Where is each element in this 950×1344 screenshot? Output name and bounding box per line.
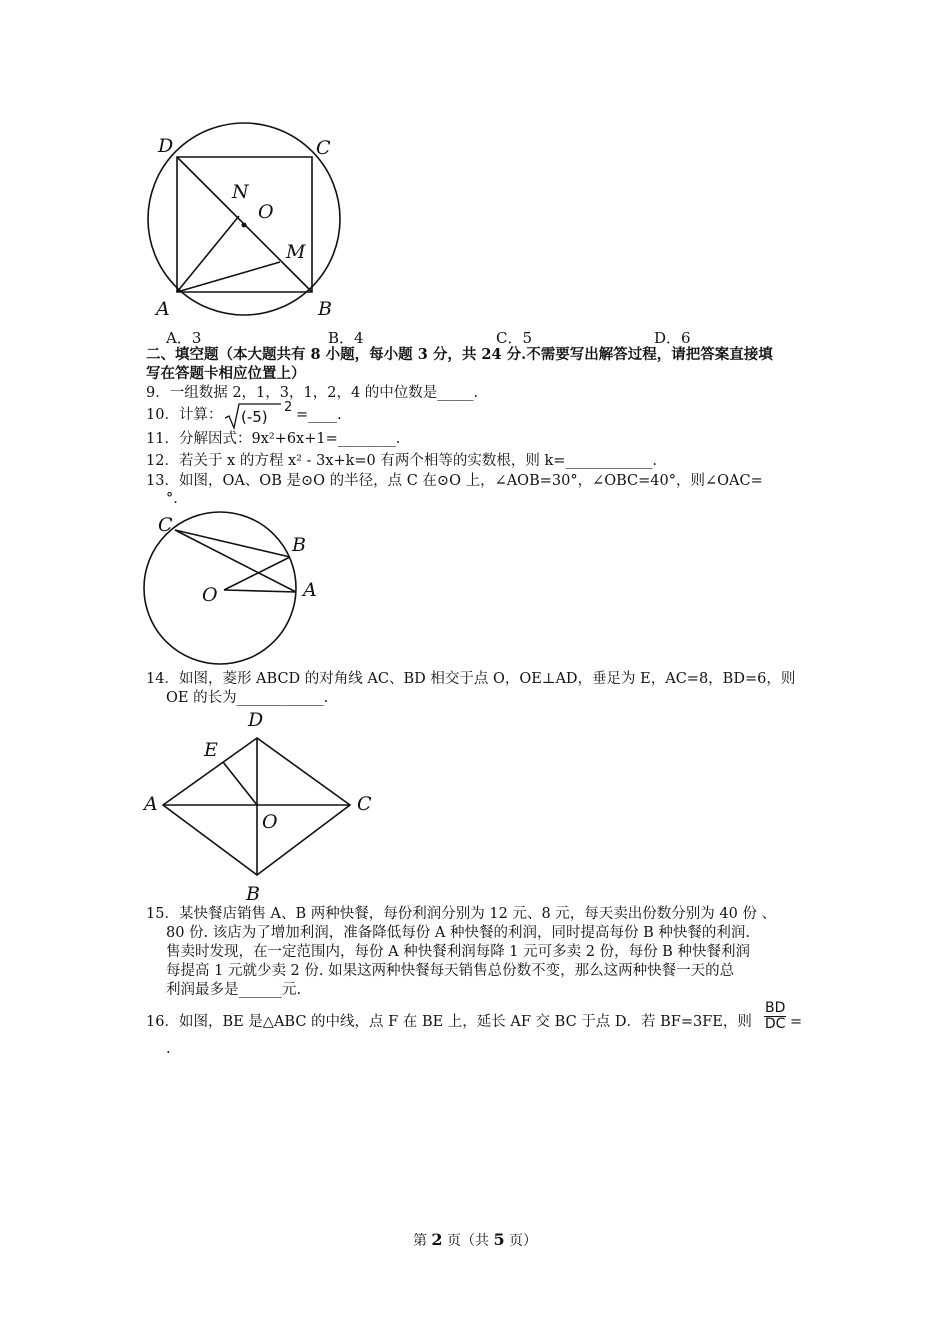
label-d: D [158,135,174,157]
center-dot [242,223,247,228]
question-14-line1: 14．如图，菱形 ABCD 的对角线 AC、BD 相交于点 O，OE⊥AD，垂足为 E，AC=8，BD=6，则 [146,671,796,687]
fraction-denominator: DC [764,1016,786,1032]
question-15-line1: 15．某快餐店销售 A、B 两种快餐，每份利润分别为 12 元、8 元，每天卖出份数分别为 40 份 、 [146,906,777,922]
question-10-prefix: 10．计算： [146,407,223,423]
label-m: M [286,241,306,263]
sqrt-exponent: 2 [284,400,293,415]
figure-circle-oab [140,505,340,670]
segment-oa [224,590,296,592]
page-footer [0,1230,950,1250]
question-12: 12．若关于 x 的方程 x² - 3x+k=0 有两个相等的实数根，则 k=____________. [146,453,658,469]
label-c: C [158,514,173,536]
question-14-line2: OE 的长为____________. [166,690,329,706]
section-heading-line1: 二、填空题（本大题共有 8 小题，每小题 3 分，共 24 分.不需要写出解答过程，请把答案直接填 [146,346,773,363]
choice-a: A．3 [166,329,202,347]
sqrt-radicand: (-5) [241,408,268,426]
label-a: A [156,298,170,320]
question-16-equals: = [790,1014,803,1030]
segment-oe [223,762,257,805]
label-a: A [303,579,317,601]
choice-c: C．5 [496,329,533,347]
label-n: N [232,181,249,203]
segment-an [177,216,239,292]
question-13-line2: °. [166,491,178,507]
fraction-bd-dc [764,1001,786,1032]
figure-rhombus [138,706,378,906]
choice-d: D．6 [654,329,691,347]
label-b: B [246,883,260,905]
label-a: A [144,793,158,815]
section-heading-line2: 写在答题卡相应位置上） [146,365,306,382]
label-o: O [262,811,278,833]
footer-page-number: 2 [431,1230,443,1249]
question-11: 11．分解因式：9x²+6x+1=________. [146,431,401,447]
label-c: C [316,137,331,159]
footer-mid: 页（共 [447,1233,489,1249]
question-15-line5: 利润最多是______元. [166,982,302,998]
label-d: D [248,709,264,731]
footer-post: 页） [509,1233,538,1249]
footer-total-pages: 5 [493,1230,505,1249]
figure-square-in-circle [140,120,350,325]
question-13-line1: 13．如图，OA、OB 是⊙O 的半径，点 C 在⊙O 上，∠AOB=30°，∠OBC=40°，则∠OAC= [146,473,763,489]
question-16-line2: . [166,1041,171,1057]
choice-b: B．4 [328,329,364,347]
footer-pre: 第 [412,1233,427,1249]
question-9: 9．一组数据 2，1，3，1，2，4 的中位数是_____. [146,385,479,401]
label-c: C [357,793,372,815]
question-16-line1: 16．如图，BE 是△ABC 的中线，点 F 在 BE 上，延长 AF 交 BC 于点 D．若 BF=3FE，则 [146,1014,752,1030]
label-b: B [318,298,332,320]
label-o: O [202,584,218,606]
label-o: O [258,201,274,223]
question-15-line3: 售卖时发现，在一定范围内，每份 A 种快餐利润每降 1 元可多卖 2 份，每份 B 种快餐利润 [166,944,750,960]
label-b: B [292,534,306,556]
segment-ob [224,557,290,590]
label-e: E [204,739,218,761]
question-15-line4: 每提高 1 元就少卖 2 份. 如果这两种快餐每天销售总份数不变，那么这两种快餐一天的总 [166,963,735,979]
fraction-numerator: BD [765,1000,786,1016]
segment-am [177,262,280,292]
question-15-line2: 80 份. 该店为了增加利润，准备降低每份 A 种快餐的利润，同时提高每份 B 种快餐的利润. [166,925,750,941]
question-10-suffix: =____. [296,407,342,423]
